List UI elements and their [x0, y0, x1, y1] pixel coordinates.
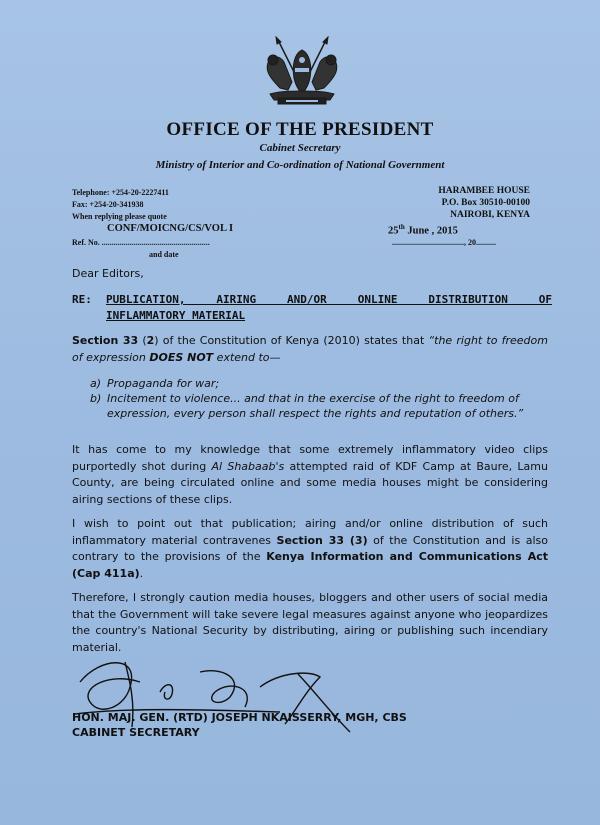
re-label: RE:: [72, 293, 92, 306]
and-date: and date: [149, 250, 179, 259]
restrictions-list: [90, 376, 548, 421]
subject-text: [106, 292, 552, 324]
signatory-title: CABINET SECRETARY: [72, 726, 200, 739]
list-item: a) Propaganda for war;: [90, 377, 220, 390]
paragraph-section-33: Section 33 (2) of the Constitution of Kenya (2010) states that “the right to freedom of expression DOES NOT extend to—: [72, 334, 548, 364]
address-line-1: HARAMBEE HOUSE: [438, 186, 530, 196]
signature-scribble: [70, 652, 370, 737]
telephone: Telephone: +254-20-2227411: [72, 188, 169, 197]
reference-code: CONF/MOICNG/CS/VOL I: [107, 223, 234, 234]
date-blank-line: ...................................., 20..........: [392, 238, 496, 247]
paragraph-contravention: I wish to point out that publication; airing and/or online distribution of such inflammatory material contravenes Section 33 (3) of the Constitution and is also contrary to the provisions of the Kenya Information and Communications Act (Cap 411a).: [72, 517, 549, 580]
address-line-2: P.O. Box 30510-00100: [441, 198, 530, 208]
cabinet-secretary-subtitle: Cabinet Secretary: [259, 142, 341, 154]
subject-line-2: INFLAMMATORY MATERIAL: [106, 309, 246, 322]
ministry-name: Ministry of Interior and Co-ordination of National Government: [155, 159, 445, 171]
signatory-name: HON. MAJ. GEN. (RTD) JOSEPH NKAISSERRY, MGH, CBS: [72, 711, 407, 724]
fax: Fax: +254-20-341938: [72, 200, 144, 209]
coat-of-arms-icon: [258, 36, 346, 108]
list-item: b) Incitement to violence... and that in the exercise of the right to freedom of expression, every person shall respect the rights and reputation of others.”: [90, 392, 524, 420]
subject-line-1: PUBLICATION, AIRING AND/OR ONLINE DISTRIBUTION OF: [106, 293, 552, 306]
when-replying: When replying please quote: [72, 212, 167, 221]
office-title: OFFICE OF THE PRESIDENT: [166, 119, 434, 140]
paragraph-caution: Therefore, I strongly caution media houses, bloggers and other users of social media that the Government will take severe legal measures against anyone who jeopardizes the country's National Security by distributing, airing or publishing such incendiary material.: [72, 591, 548, 654]
address-line-3: NAIROBI, KENYA: [450, 210, 530, 220]
salutation: Dear Editors,: [72, 267, 144, 280]
letter-date: 25th June , 2015: [388, 223, 458, 237]
ref-no-line: Ref. No. ......................................................: [72, 238, 210, 247]
paragraph-video-clips: It has come to my knowledge that some extremely inflammatory video clips purportedly shot during Al Shabaab's attempted raid of KDF Camp at Baure, Lamu County, are being circulated online and some media houses might be considering airing sections of these clips.: [72, 443, 548, 506]
